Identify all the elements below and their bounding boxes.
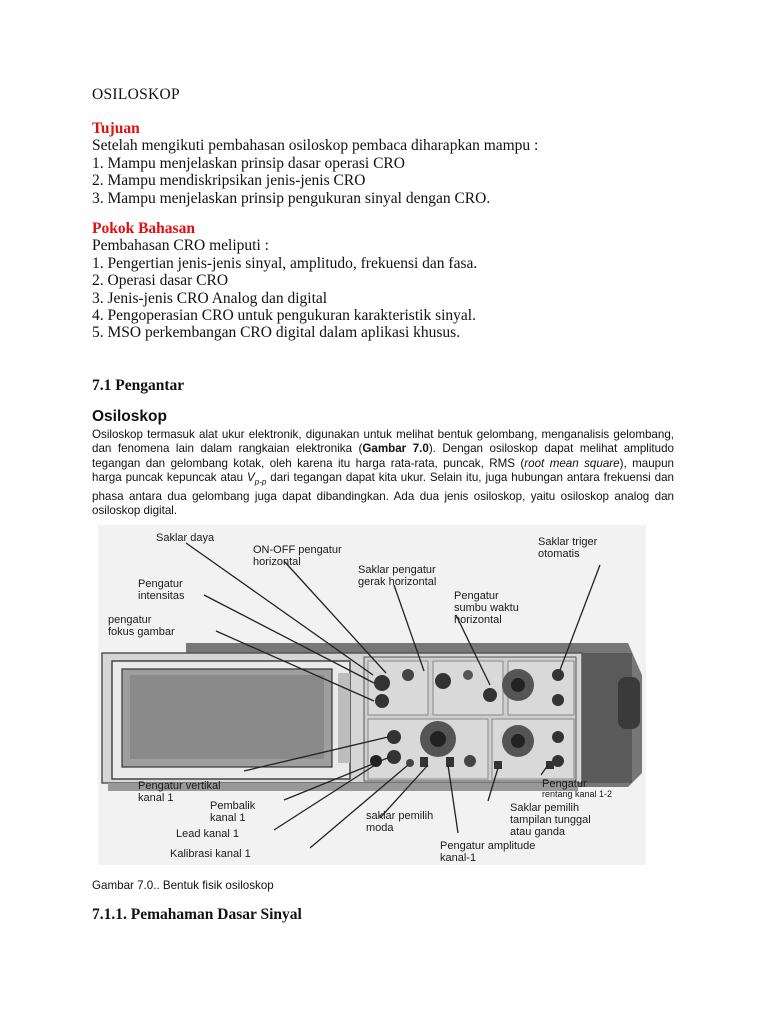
label-kalibrasi-kanal: Kalibrasi kanal 1 bbox=[170, 848, 251, 860]
label-sumbu-line1: Pengatur bbox=[454, 590, 499, 602]
vpp-symbol: V bbox=[247, 470, 255, 484]
section-heading-7-1: 7.1 Pengantar bbox=[92, 377, 185, 394]
subheading-osiloskop: Osiloskop bbox=[92, 408, 167, 425]
label-rentang-line1: Pengatur bbox=[542, 778, 587, 790]
label-sumbu-line3: horizontal bbox=[454, 614, 502, 626]
vpp-subscript: p-p bbox=[254, 477, 267, 487]
oscilloscope-figure bbox=[98, 525, 646, 865]
label-vertikal-line1: Pengatur vertikal bbox=[138, 780, 221, 792]
label-amplitude-line1: Pengatur amplitude bbox=[440, 840, 536, 852]
document-title: OSILOSKOP bbox=[92, 86, 180, 103]
label-vertikal-line2: kanal 1 bbox=[138, 792, 174, 804]
paragraph-text: ), maupun harga puncak kepuncak atau bbox=[92, 456, 675, 484]
pokok-bahasan-item: 3. Jenis-jenis CRO Analog dan digital bbox=[92, 289, 328, 307]
paragraph-text: Osiloskop termasuk alat ukur elektronik, digunakan untuk melihat bentuk gelombang, menganalisis gelombang, dan fenomena lain dalam rangkaian elektronika ( bbox=[92, 428, 674, 456]
pokok-bahasan-item: 5. MSO perkembangan CRO digital dalam aplikasi khusus. bbox=[92, 324, 461, 342]
label-pembalik-line1: Pembalik bbox=[210, 800, 256, 812]
tujuan-intro: Setelah mengikuti pembahasan osiloskop pembaca diharapkan mampu : bbox=[92, 137, 539, 155]
label-onoff-line1: ON-OFF pengatur bbox=[253, 544, 342, 556]
label-triger-line1: Saklar triger bbox=[538, 536, 598, 548]
label-rentang-line2: rentang kanal 1-2 bbox=[542, 789, 613, 799]
tujuan-item: 2. Mampu mendiskripsikan jenis-jenis CRO bbox=[92, 172, 366, 190]
paragraph-text: dari tegangan dapat kita ukur. Selain itu, juga hubungan antara frekuensi dan phasa antara dua gelombang juga dapat dibandingkan. Ada dua jenis osiloskop, yaitu osiloskop analog dan osiloskop digital. bbox=[92, 470, 674, 517]
tujuan-item: 3. Mampu menjelaskan prinsip pengukuran sinyal dengan CRO. bbox=[92, 189, 491, 207]
pokok-bahasan-item: 4. Pengoperasian CRO untuk pengukuran karakteristik sinyal. bbox=[92, 307, 476, 325]
label-pembalik-line2: kanal 1 bbox=[210, 812, 246, 824]
pokok-bahasan-item: 2. Operasi dasar CRO bbox=[92, 272, 229, 290]
pokok-bahasan-intro: Pembahasan CRO meliputi : bbox=[92, 237, 269, 255]
label-gerak-line2: gerak horizontal bbox=[358, 576, 437, 588]
label-amplitude-line2: kanal-1 bbox=[440, 852, 477, 864]
tujuan-heading: Tujuan bbox=[92, 120, 140, 137]
tujuan-section bbox=[92, 120, 712, 207]
label-moda-line1: saklar pemilih bbox=[366, 810, 434, 822]
label-intensitas-line1: Pengatur bbox=[138, 578, 183, 590]
label-tampilan-line2: tampilan tunggal bbox=[510, 814, 591, 826]
label-triger-line2: otomatis bbox=[538, 548, 580, 560]
label-saklar-daya: Saklar daya bbox=[156, 532, 215, 544]
label-sumbu-line2: sumbu waktu bbox=[454, 602, 519, 614]
paragraph-italic: root mean square bbox=[524, 456, 620, 470]
label-intensitas-line2: intensitas bbox=[138, 590, 185, 602]
label-gerak-line1: Saklar pengatur bbox=[358, 564, 436, 576]
paragraph-text: ). Dengan osiloskop dapat melihat amplitudo tegangan dan gelombang kotak, oleh karena itu harga rata-rata, puncak, RMS ( bbox=[92, 442, 674, 470]
figure-caption: Gambar 7.0.. Bentuk fisik osiloskop bbox=[92, 879, 274, 892]
oscilloscope-body bbox=[102, 643, 642, 791]
section-heading-7-1-1: 7.1.1. Pemahaman Dasar Sinyal bbox=[92, 906, 302, 923]
label-moda-line2: moda bbox=[366, 822, 394, 834]
intro-paragraph bbox=[92, 428, 674, 518]
label-tampilan-line1: Saklar pemilih bbox=[510, 802, 580, 814]
pokok-bahasan-heading: Pokok Bahasan bbox=[92, 220, 195, 237]
label-fokus-line1: pengatur bbox=[108, 614, 152, 626]
pokok-bahasan-item: 1. Pengertian jenis-jenis sinyal, amplitudo, frekuensi dan fasa. bbox=[92, 254, 478, 272]
label-fokus-line2: fokus gambar bbox=[108, 626, 175, 638]
tujuan-item: 1. Mampu menjelaskan prinsip dasar operasi CRO bbox=[92, 154, 405, 172]
figure-reference: Gambar 7.0 bbox=[362, 442, 429, 456]
label-tampilan-line3: atau ganda bbox=[510, 826, 566, 838]
label-lead-kanal: Lead kanal 1 bbox=[176, 828, 239, 840]
pokok-bahasan-section bbox=[92, 220, 712, 342]
label-onoff-line2: horizontal bbox=[253, 556, 301, 568]
